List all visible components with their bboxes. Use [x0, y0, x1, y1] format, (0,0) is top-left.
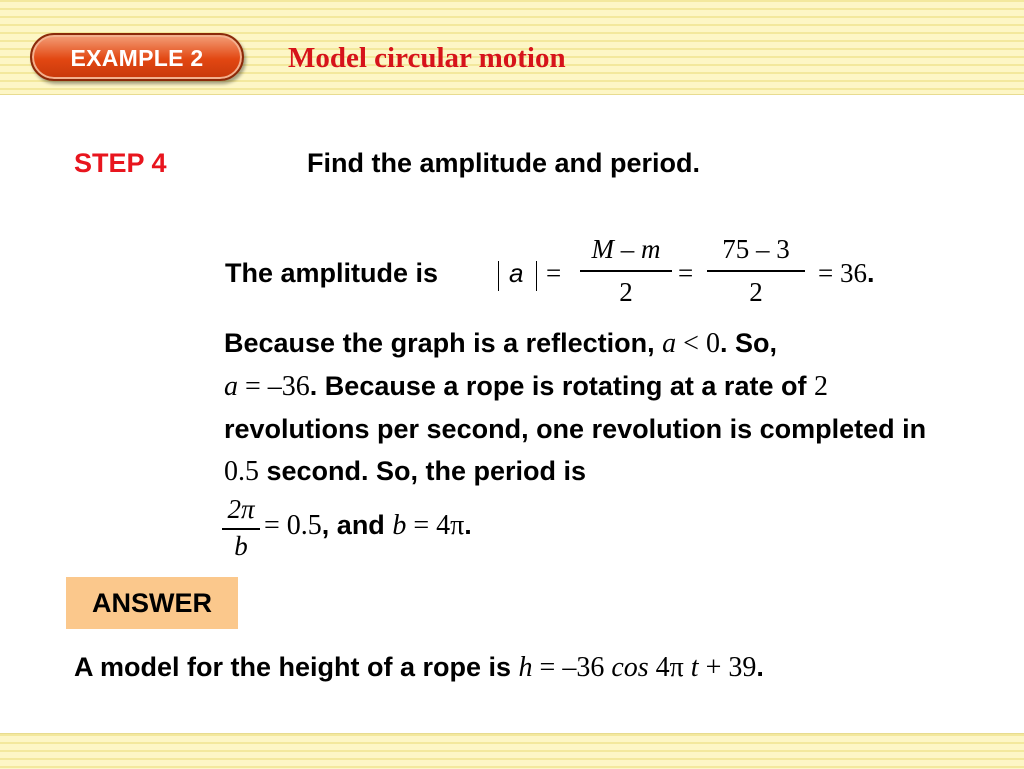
period-end: .	[464, 510, 472, 540]
para-text-5: second. So, the period is	[259, 456, 587, 486]
answer-end: .	[756, 652, 764, 682]
fraction1-numerator: M – m	[591, 234, 661, 264]
equals-sign-2: =	[678, 258, 694, 288]
para-var-a-2: a	[224, 371, 238, 402]
para-text-4: revolutions per second, one revolution is completed in	[224, 414, 927, 444]
period-b-value: = 4π	[406, 510, 465, 541]
step-label: STEP 4	[74, 148, 167, 178]
fraction1-bar	[580, 270, 672, 272]
para-var-a: a	[662, 328, 677, 359]
para-text-2: . So,	[719, 328, 777, 358]
fraction1-denominator: 2	[619, 277, 633, 307]
abs-variable: a	[509, 258, 524, 288]
answer-box	[66, 577, 238, 629]
amplitude-result-value: = 36	[818, 258, 867, 288]
bottom-band	[0, 733, 1024, 769]
amplitude-label: The amplitude is	[225, 258, 439, 288]
period-fraction-numerator: 2π	[227, 494, 255, 524]
abs-bar-left	[498, 261, 499, 291]
answer-plus: + 39	[698, 652, 757, 683]
para-rate: 2	[813, 371, 828, 402]
example-badge-label: EXAMPLE 2	[70, 45, 204, 71]
period-equation	[264, 510, 472, 542]
period-b-var: b	[392, 510, 407, 541]
para-a-value: = –36	[238, 371, 310, 402]
para-text-1: Because the graph is a reflection,	[224, 328, 663, 358]
example-badge	[30, 33, 244, 81]
fraction2-denominator: 2	[749, 277, 763, 307]
answer-h: h	[518, 652, 533, 683]
answer-4pi: 4π	[648, 652, 691, 683]
lesson-title: Model circular motion	[288, 42, 566, 74]
abs-bar-right	[536, 261, 537, 291]
step-instruction: Find the amplitude and period.	[307, 148, 701, 178]
answer-statement	[74, 652, 764, 684]
fraction2-bar	[707, 270, 805, 272]
answer-t: t	[690, 652, 699, 683]
amplitude-result	[818, 258, 875, 289]
period-fraction-bar	[222, 528, 260, 530]
para-ineq: < 0	[676, 328, 720, 359]
fraction2-numerator: 75 – 3	[722, 234, 790, 264]
answer-label: ANSWER	[92, 588, 212, 618]
period-eq-value: = 0.5	[264, 510, 322, 541]
period-and: , and	[321, 510, 393, 540]
answer-text: A model for the height of a rope is	[74, 652, 519, 682]
amplitude-period: .	[866, 258, 875, 288]
equals-sign-1: =	[546, 258, 562, 288]
explanation-paragraph	[224, 322, 954, 493]
answer-cos: cos	[611, 652, 649, 683]
para-seconds: 0.5	[224, 456, 259, 487]
period-fraction-denominator: b	[234, 531, 248, 561]
answer-eq: = –36	[532, 652, 612, 683]
para-text-3: . Because a rope is rotating at a rate of	[309, 371, 814, 401]
